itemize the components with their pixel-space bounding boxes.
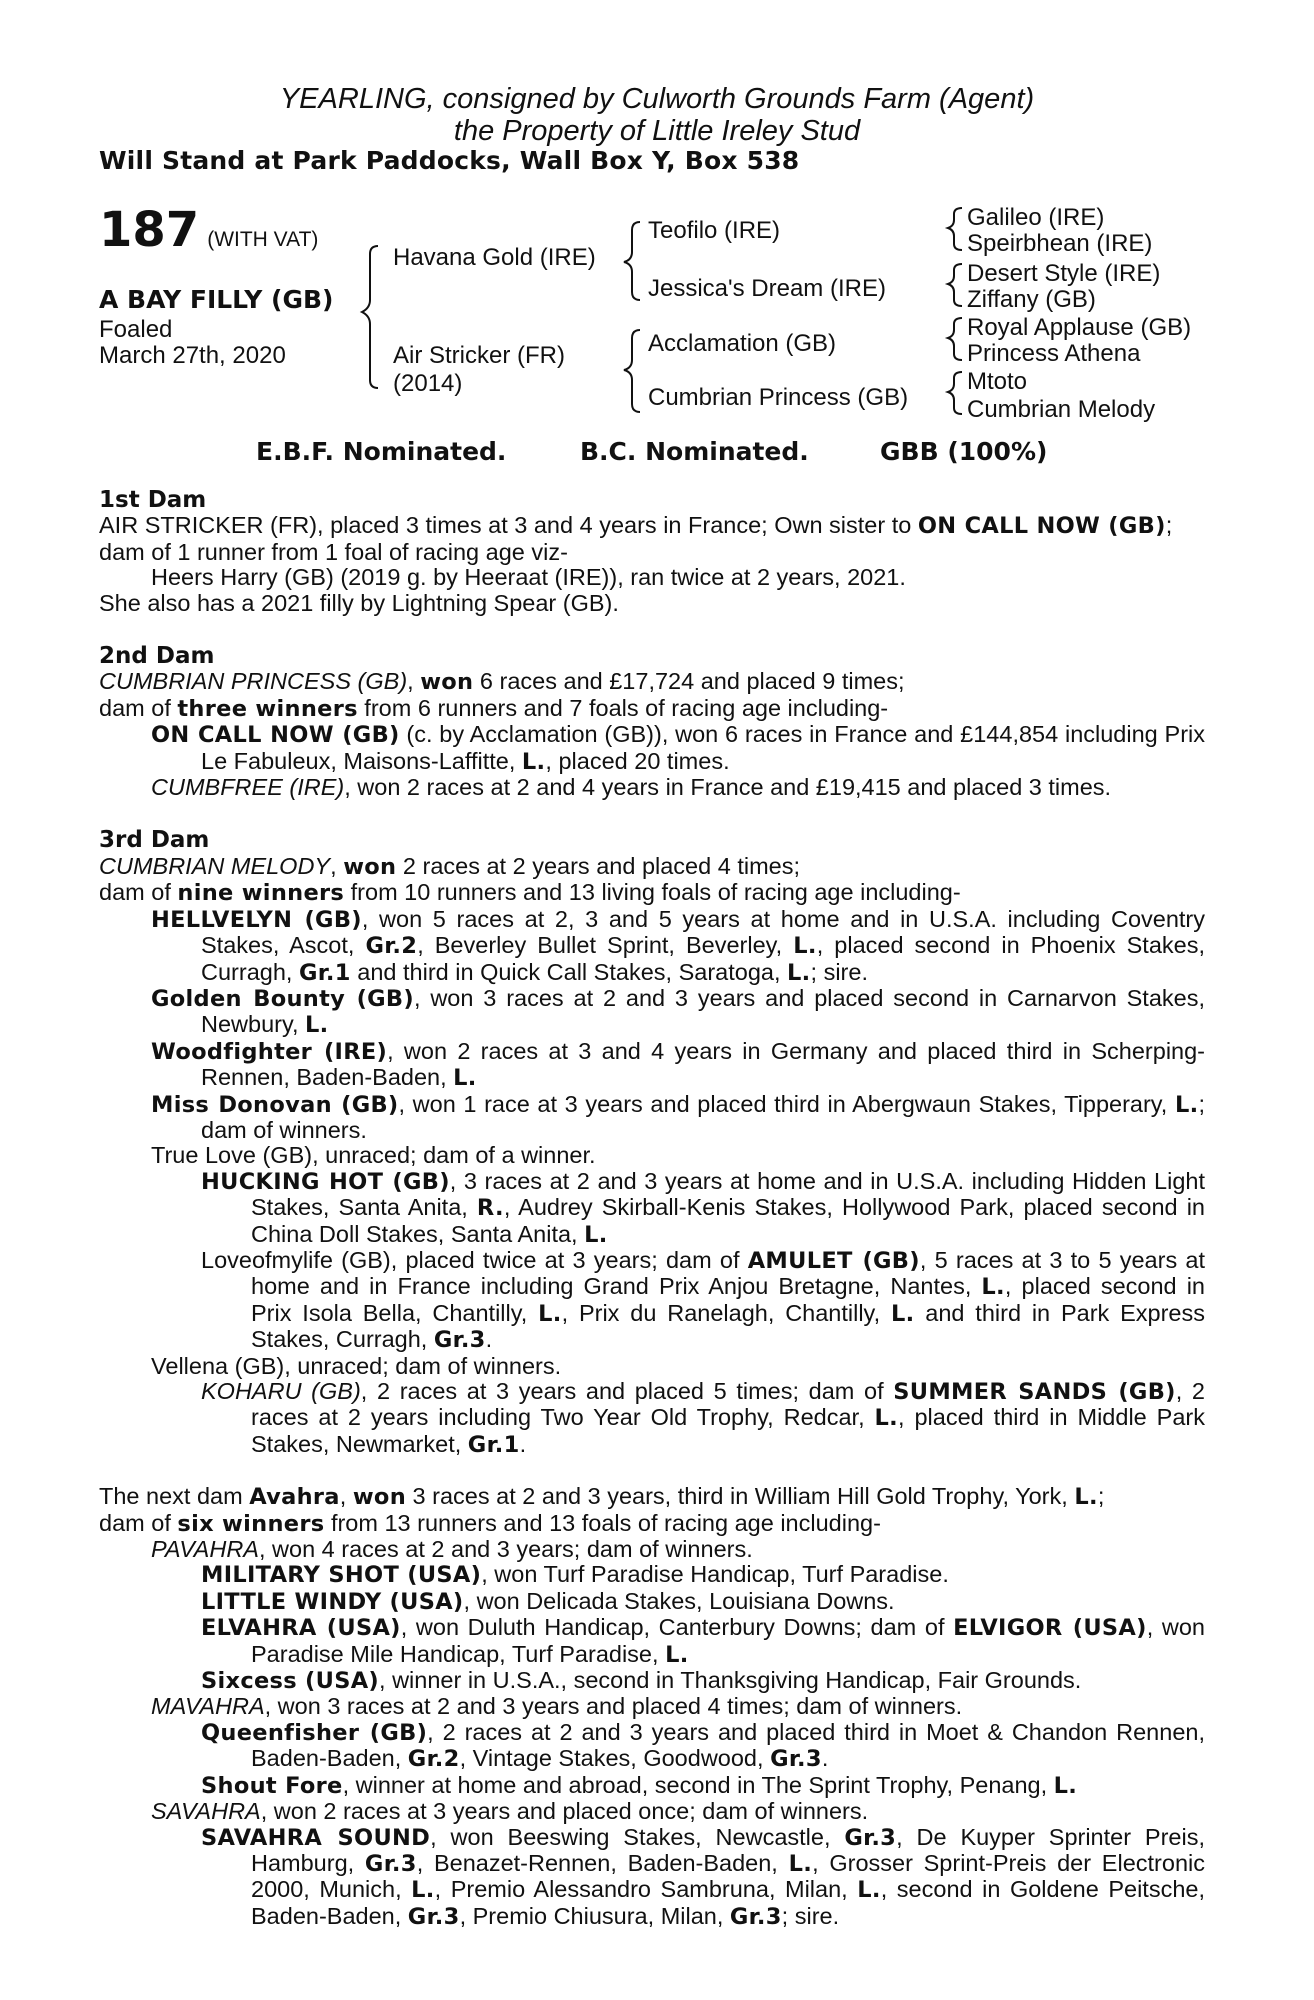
- ancestor-1: Galileo (IRE): [967, 204, 1105, 231]
- text: , won 3 races at 2 and 3 years and placed second in Carnarvon Stakes, Newbury,: [201, 984, 1205, 1038]
- text: dam of: [99, 1509, 178, 1536]
- sire-sire: Teofilo (IRE): [648, 217, 781, 244]
- black-type-name: ELVAHRA (USA): [201, 1615, 401, 1642]
- black-type-name: Queenfisher (GB): [201, 1719, 428, 1746]
- text: won: [420, 669, 474, 696]
- property-line: the Property of Little Ireley Stud: [453, 115, 861, 147]
- race-grade: L.: [665, 1641, 689, 1668]
- grandproduce-entry: [99, 1562, 1205, 1588]
- text: .: [519, 1430, 527, 1457]
- produce-entry: [99, 1537, 1205, 1562]
- produce-entry: [99, 1092, 1205, 1144]
- grandproduce-entry: [99, 1825, 1205, 1931]
- text: six winners: [177, 1510, 325, 1537]
- text: , placed second in Prix Isola Bella, Chantilly,: [251, 1273, 1205, 1326]
- race-grade: L.: [874, 1405, 899, 1432]
- second-dam-record: [99, 669, 1205, 695]
- text: , won 4 races at 2 and 3 years; dam of winners.: [258, 1536, 753, 1563]
- text: ;: [1165, 512, 1173, 539]
- race-grade: Gr.3: [364, 1850, 417, 1877]
- text: , 2 races at 3 years and placed 5 times; dam of: [360, 1378, 894, 1404]
- race-grade: Gr.3: [844, 1824, 897, 1851]
- text: , Premio Chiusura, Milan,: [459, 1902, 730, 1929]
- race-grade: L.: [305, 1012, 329, 1039]
- text: , Beverley Bullet Sprint, Beverley,: [417, 932, 794, 959]
- text: won: [343, 853, 397, 880]
- foaled-date: March 27th, 2020: [99, 342, 286, 369]
- grandproduce-entry: [99, 1248, 1205, 1354]
- dam-year: (2014): [393, 370, 463, 397]
- text: , won 1 race at 3 years and placed third in Abergwaun Stakes, Tipperary,: [398, 1090, 1175, 1117]
- text: ; sire.: [781, 1902, 840, 1929]
- produce-entry: [99, 986, 1205, 1039]
- black-type-name: HELLVELYN (GB): [151, 906, 362, 933]
- race-grade: Gr.3: [433, 1327, 486, 1354]
- text: 2 races at 2 years and placed 4 times;: [396, 852, 800, 879]
- dam-name: CUMBRIAN PRINCESS (GB): [99, 668, 408, 695]
- gbb-rating: GBB (100%): [880, 437, 1048, 466]
- text: , 2 races at 2 and 3 years and placed third in Moet & Chandon Rennen, Baden-Baden,: [251, 1718, 1205, 1772]
- text: , won 3 races at 2 and 3 years and placed 4 times; dam of winners.: [264, 1693, 963, 1720]
- grandproduce-entry: [99, 1615, 1205, 1668]
- text: , Vintage Stakes, Goodwood,: [459, 1745, 771, 1772]
- text: , won Paradise Mile Handicap, Turf Paradise,: [251, 1614, 1205, 1667]
- grandproduce-entry: [99, 1773, 1205, 1799]
- text: from 10 runners and 13 living foals of racing age including-: [344, 879, 961, 906]
- text: ; dam of winners.: [201, 1090, 1205, 1143]
- race-grade: L.: [453, 1065, 477, 1092]
- first-dam-para: [99, 513, 1205, 539]
- text: , placed 20 times.: [545, 747, 730, 774]
- ancestor-5: Royal Applause (GB): [967, 314, 1192, 341]
- horse-name: KOHARU (GB): [201, 1378, 361, 1404]
- text: , second in Goldene Peitsche, Baden-Baden,: [251, 1876, 1205, 1929]
- text: from 6 runners and 7 foals of racing age including-: [357, 694, 889, 721]
- race-grade: Gr.3: [770, 1746, 822, 1773]
- text: won: [352, 1484, 407, 1511]
- horse-name: CUMBFREE (IRE): [151, 774, 345, 801]
- produce-entry: [99, 722, 1205, 775]
- text: , 2 races at 2 years including Two Year Old Trophy, Redcar,: [251, 1378, 1205, 1431]
- horse-name: PAVAHRA: [151, 1536, 259, 1563]
- text: The next dam: [99, 1483, 250, 1510]
- text: , won Beeswing Stakes, Newcastle,: [430, 1823, 845, 1850]
- text: ;: [1097, 1483, 1105, 1510]
- text: , 5 races at 3 to 5 years at home and in France including Grand Prix Anjou Bretagne, Nantes,: [251, 1246, 1205, 1300]
- produce-entry: [99, 1039, 1205, 1092]
- horse-name: MAVAHRA: [151, 1693, 265, 1720]
- dam-name: Avahra: [249, 1484, 340, 1511]
- black-type-name: ELVIGOR (USA): [953, 1615, 1147, 1642]
- race-grade: L.: [411, 1877, 435, 1904]
- text: 3 races at 2 and 3 years, third in William Hill Gold Trophy, York,: [406, 1483, 1075, 1510]
- race-grade: Gr.1: [467, 1431, 520, 1458]
- black-type-name: HUCKING HOT (GB): [201, 1168, 450, 1195]
- text: from 13 runners and 13 foals of racing age including-: [324, 1509, 881, 1536]
- first-dam-foal: Heers Harry (GB) (2019 g. by Heeraat (IRE)), ran twice at 2 years, 2021.: [151, 564, 906, 591]
- race-grade: Gr.2: [365, 933, 418, 960]
- catalogue-body: [99, 488, 1205, 1930]
- lot-number: 187: [99, 202, 200, 258]
- text: three winners: [177, 695, 358, 722]
- produce-entry: [99, 775, 1205, 800]
- text: ,: [339, 1483, 353, 1510]
- text: , won 5 races at 2, 3 and 5 years at home and in U.S.A. including Coventry Stakes, Ascot,: [201, 905, 1206, 959]
- black-type-name: Shout Fore: [201, 1772, 343, 1799]
- ancestor-2: Speirbhean (IRE): [967, 230, 1153, 257]
- race-grade: Gr.1: [298, 959, 351, 986]
- ancestor-6: Princess Athena: [967, 340, 1141, 367]
- ancestor-3: Desert Style (IRE): [967, 260, 1161, 287]
- grandproduce-entry: [99, 1668, 1205, 1694]
- black-type-name: Sixcess (USA): [201, 1668, 380, 1695]
- race-grade: L.: [793, 933, 817, 960]
- race-grade: L.: [1053, 1772, 1078, 1799]
- text: , winner at home and abroad, second in The Sprint Trophy, Penang,: [342, 1771, 1054, 1798]
- foaled-label: Foaled: [99, 316, 173, 343]
- race-grade: L.: [521, 748, 546, 775]
- text: , Audrey Skirball-Kenis Stakes, Hollywood Park, placed second in China Doll Stakes, Santa Anita,: [251, 1194, 1205, 1247]
- produce-entry: [99, 907, 1205, 986]
- text: and third in Quick Call Stakes, Saratoga,: [350, 958, 788, 985]
- third-dam-record: [99, 854, 1205, 880]
- race-grade: L.: [981, 1274, 1005, 1301]
- text: , won Duluth Handicap, Canterbury Downs; dam of: [400, 1614, 954, 1641]
- black-type-name: MILITARY SHOT (USA): [201, 1562, 482, 1589]
- ancestor-4: Ziffany (GB): [967, 286, 1096, 313]
- text: .: [821, 1745, 829, 1772]
- black-type-name: ON CALL NOW (GB): [151, 722, 400, 749]
- race-grade: L.: [538, 1300, 562, 1327]
- grandproduce-entry: [99, 1169, 1205, 1248]
- black-type-name: SUMMER SANDS (GB): [893, 1379, 1176, 1405]
- grandproduce-entry: [99, 1379, 1205, 1458]
- ebf-nomination: E.B.F. Nominated.: [256, 437, 507, 466]
- text: , won 2 races at 3 and 4 years in Germany and placed third in Scherping-Rennen, Baden-Baden,: [201, 1037, 1206, 1091]
- horse-description: A BAY FILLY (GB): [99, 285, 334, 314]
- text: , won 2 races at 3 years and placed once; dam of winners.: [260, 1798, 869, 1825]
- text: and third in Park Express Stakes, Curragh,: [251, 1299, 1205, 1353]
- ancestor-7: Mtoto: [967, 368, 1028, 395]
- text: , De Kuyper Sprinter Preis, Hamburg,: [251, 1823, 1205, 1876]
- text: dam of: [99, 879, 178, 906]
- bc-nomination: B.C. Nominated.: [580, 437, 809, 466]
- text: AIR STRICKER (FR), placed 3 times at 3 and 4 years in France; Own sister to: [99, 512, 918, 539]
- race-grade: Gr.3: [729, 1903, 782, 1930]
- third-dam-heading: 3rd Dam: [99, 827, 210, 854]
- text: , won Turf Paradise Handicap, Turf Paradise.: [481, 1561, 949, 1588]
- sire-name: Havana Gold (IRE): [393, 244, 596, 271]
- grandproduce-entry: [99, 1720, 1205, 1773]
- race-grade: L.: [857, 1877, 881, 1904]
- ancestor-8: Cumbrian Melody: [967, 396, 1156, 423]
- black-type-name: Miss Donovan (GB): [151, 1091, 399, 1118]
- produce-entry: True Love (GB), unraced; dam of a winner.: [151, 1142, 596, 1169]
- text: dam of: [99, 694, 178, 721]
- first-dam-note: She also has a 2021 filly by Lightning Spear (GB).: [99, 589, 619, 616]
- text: , placed second in Phoenix Stakes, Curragh,: [201, 932, 1205, 985]
- text: 6 races and £17,724 and placed 9 times;: [473, 668, 905, 695]
- text: .: [485, 1326, 493, 1353]
- text: , Grosser Sprint-Preis der Electronic 2000, Munich,: [251, 1849, 1205, 1903]
- first-dam-produce-line: dam of 1 runner from 1 foal of racing age viz-: [99, 538, 568, 565]
- race-grade: L.: [1174, 1091, 1199, 1118]
- text: , won Delicada Stakes, Louisiana Downs.: [463, 1587, 895, 1614]
- race-grade: L.: [787, 959, 811, 986]
- race-grade: L.: [584, 1221, 608, 1248]
- text: , Premio Alessandro Sambruna, Milan,: [434, 1876, 858, 1903]
- text: , won 2 races at 2 and 4 years in France and £19,415 and placed 3 times.: [344, 774, 1112, 801]
- race-grade: L.: [788, 1850, 813, 1877]
- produce-entry: [99, 1799, 1205, 1824]
- black-type-name: LITTLE WINDY (USA): [201, 1588, 464, 1615]
- consignor-line: YEARLING, consigned by Culworth Grounds Farm (Agent): [279, 83, 1035, 115]
- dam-name: CUMBRIAN MELODY: [99, 852, 331, 879]
- text: , Benazet-Rennen, Baden-Baden,: [416, 1849, 789, 1876]
- race-grade: R.: [476, 1195, 504, 1222]
- second-dam-produce: [99, 696, 1205, 722]
- black-type-name: Golden Bounty (GB): [151, 985, 414, 1012]
- stand-location: Will Stand at Park Paddocks, Wall Box Y, Box 538: [99, 146, 800, 175]
- next-dam-produce: [99, 1511, 1205, 1537]
- text: ,: [330, 852, 344, 879]
- black-type-name: ON CALL NOW (GB): [917, 513, 1166, 540]
- text: , winner in U.S.A., second in Thanksgiving Handicap, Fair Grounds.: [379, 1667, 1082, 1694]
- vat-note: (WITH VAT): [207, 228, 319, 251]
- text: Loveofmylife (GB), placed twice at 3 years; dam of: [201, 1246, 748, 1273]
- second-dam-heading: 2nd Dam: [99, 643, 215, 670]
- text: ,: [407, 668, 421, 695]
- produce-entry: [99, 1694, 1205, 1719]
- race-grade: L.: [1074, 1484, 1098, 1511]
- dam-sire: Acclamation (GB): [648, 330, 837, 357]
- text: , placed third in Middle Park Stakes, Newmarket,: [251, 1404, 1205, 1457]
- horse-name: SAVAHRA: [151, 1798, 261, 1825]
- sire-dam: Jessica's Dream (IRE): [648, 275, 886, 302]
- text: , 3 races at 2 and 3 years at home and in U.S.A. including Hidden Light Stakes, Santa Anita,: [251, 1167, 1205, 1221]
- dam-name: Air Stricker (FR): [393, 342, 565, 369]
- third-dam-produce: [99, 880, 1205, 906]
- black-type-name: AMULET (GB): [747, 1247, 920, 1274]
- race-grade: Gr.2: [407, 1746, 460, 1773]
- text: ; sire.: [810, 958, 868, 985]
- text: (c. by Acclamation (GB)), won 6 races in France and £144,854 including Prix Le Fabuleux, Maisons-Laffitte,: [201, 721, 1205, 774]
- grandproduce-entry: [99, 1589, 1205, 1615]
- produce-entry: Vellena (GB), unraced; dam of winners.: [151, 1352, 562, 1379]
- race-grade: Gr.3: [407, 1903, 460, 1930]
- black-type-name: SAVAHRA SOUND: [201, 1824, 431, 1851]
- text: nine winners: [177, 880, 345, 907]
- dam-dam: Cumbrian Princess (GB): [648, 384, 909, 411]
- race-grade: L.: [890, 1300, 915, 1327]
- text: , Prix du Ranelagh, Chantilly,: [561, 1299, 891, 1326]
- first-dam-heading: 1st Dam: [99, 487, 207, 513]
- next-dam-record: [99, 1484, 1205, 1510]
- black-type-name: Woodfighter (IRE): [151, 1038, 388, 1065]
